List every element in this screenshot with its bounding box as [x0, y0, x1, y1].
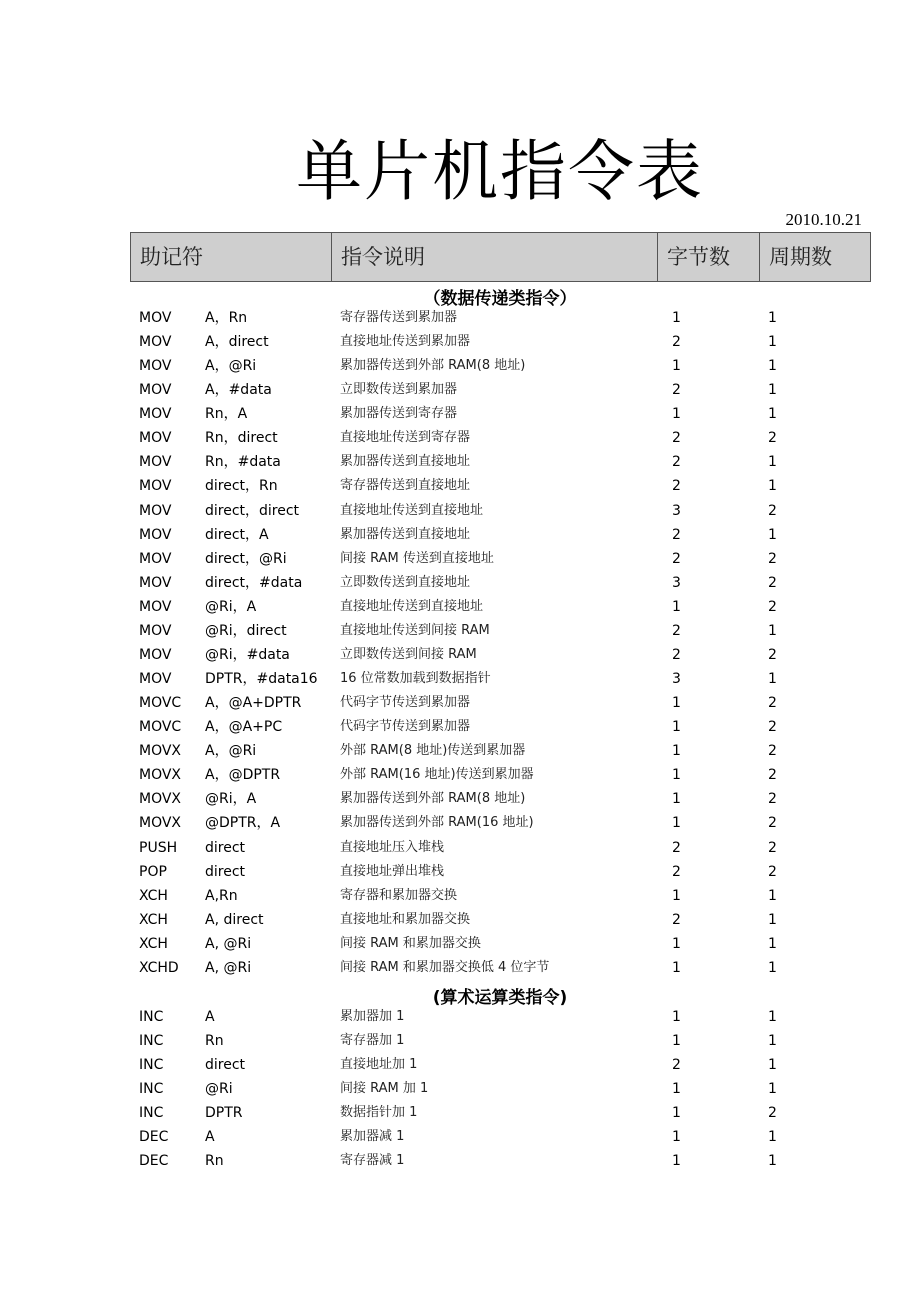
bytes: 1 [672, 1105, 681, 1122]
mnemonic: XCH [139, 935, 168, 952]
table-row [0, 860, 920, 884]
mnemonic: MOVX [139, 791, 182, 808]
operand: A，Rn [205, 310, 248, 326]
cycles: 2 [768, 598, 777, 615]
description: 累加器传送到外部 RAM(8 地址) [340, 358, 526, 374]
operand: direct [205, 839, 246, 856]
bytes: 1 [672, 1153, 681, 1170]
mnemonic: MOVX [139, 743, 182, 760]
bytes: 1 [672, 1033, 681, 1050]
operand: direct，#data [205, 574, 303, 591]
cycles: 1 [768, 935, 777, 952]
table-row [0, 667, 920, 691]
bytes: 2 [672, 478, 681, 495]
header-cycles: 周期数 [769, 245, 832, 269]
cycles: 2 [768, 815, 777, 832]
mnemonic: MOV [139, 334, 172, 351]
bytes: 2 [672, 622, 681, 639]
cycles: 1 [768, 454, 777, 471]
description: 直接地址压入堆栈 [340, 839, 445, 855]
bytes: 2 [672, 550, 681, 567]
operand: A, @Ri [205, 959, 252, 976]
cycles: 2 [768, 430, 777, 447]
mnemonic: MOV [139, 430, 172, 447]
cycles: 2 [768, 743, 777, 760]
operand: A，@Ri [205, 358, 257, 375]
operand: A, @Ri [205, 935, 252, 952]
bytes: 2 [672, 334, 681, 351]
cycles: 1 [768, 358, 777, 375]
mnemonic: DEC [139, 1153, 169, 1170]
table-row [0, 739, 920, 763]
cycles: 2 [768, 1105, 777, 1122]
mnemonic: MOV [139, 622, 172, 639]
cycles: 2 [768, 839, 777, 856]
description: 直接地址弹出堆栈 [340, 863, 445, 879]
cycles: 2 [768, 695, 777, 712]
operand: direct，@Ri [205, 550, 287, 567]
operand: direct，direct [205, 502, 300, 519]
bytes: 2 [672, 526, 681, 543]
description: 寄存器传送到直接地址 [340, 478, 471, 494]
description: 代码字节传送到累加器 [340, 695, 471, 711]
cycles: 1 [768, 1129, 777, 1146]
operand: DPTR [205, 1105, 243, 1122]
description: 数据指针加 1 [340, 1105, 418, 1121]
cycles: 2 [768, 863, 777, 880]
mnemonic: MOV [139, 310, 172, 326]
mnemonic: MOV [139, 358, 172, 375]
description: 立即数传送到累加器 [340, 382, 458, 398]
bytes: 1 [672, 1009, 681, 1025]
description: 立即数传送到直接地址 [340, 574, 471, 590]
bytes: 1 [672, 887, 681, 904]
table-row [0, 1053, 920, 1077]
bytes: 3 [672, 574, 681, 591]
cycles: 1 [768, 1033, 777, 1050]
cycles: 1 [768, 1009, 777, 1025]
description: 直接地址传送到间接 RAM [340, 622, 490, 638]
description: 累加器减 1 [340, 1129, 405, 1145]
mnemonic: INC [139, 1057, 164, 1074]
cycles: 1 [768, 526, 777, 543]
mnemonic: MOVX [139, 815, 182, 832]
bytes: 1 [672, 358, 681, 375]
table-row [0, 499, 920, 523]
cycles: 2 [768, 791, 777, 808]
cycles: 1 [768, 334, 777, 351]
bytes: 2 [672, 382, 681, 399]
description: 直接地址传送到直接地址 [340, 502, 484, 518]
table-row [0, 523, 920, 547]
bytes: 1 [672, 310, 681, 326]
description: 直接地址加 1 [340, 1057, 418, 1073]
description: 直接地址传送到寄存器 [340, 430, 471, 446]
bytes: 2 [672, 454, 681, 471]
bytes: 1 [672, 598, 681, 615]
cycles: 1 [768, 478, 777, 495]
section-title: （数据传递类指令） [423, 289, 577, 309]
bytes: 1 [672, 791, 681, 808]
mnemonic: MOVC [139, 695, 182, 712]
mnemonic: INC [139, 1009, 164, 1025]
bytes: 2 [672, 863, 681, 880]
table-row [0, 354, 920, 378]
operand: @DPTR，A [205, 815, 281, 832]
operand: A，@DPTR [205, 767, 281, 784]
bytes: 2 [672, 646, 681, 663]
table-row [0, 715, 920, 739]
table-header [130, 232, 871, 282]
operand: A [205, 1129, 215, 1146]
operand: @Ri，A [205, 598, 257, 615]
mnemonic: MOV [139, 478, 172, 495]
header-description: 指令说明 [332, 233, 658, 281]
table-row [0, 811, 920, 835]
table-row [0, 763, 920, 787]
bytes: 1 [672, 767, 681, 784]
cycles: 2 [768, 719, 777, 736]
bytes: 1 [672, 719, 681, 736]
mnemonic: MOV [139, 406, 172, 423]
operand: @Ri，direct [205, 622, 287, 639]
mnemonic: XCH [139, 911, 168, 928]
description: 寄存器减 1 [340, 1153, 405, 1169]
bytes: 1 [672, 695, 681, 712]
date: 2010.10.21 [785, 210, 862, 229]
mnemonic: INC [139, 1105, 164, 1122]
table-row [0, 1005, 920, 1029]
bytes: 1 [672, 935, 681, 952]
operand: Rn，A [205, 406, 248, 423]
table-row [0, 619, 920, 643]
bytes: 3 [672, 502, 681, 519]
bytes: 2 [672, 1057, 681, 1074]
description: 外部 RAM(8 地址)传送到累加器 [340, 743, 526, 759]
mnemonic: MOV [139, 382, 172, 399]
cycles: 1 [768, 310, 777, 326]
operand: A，@Ri [205, 743, 257, 760]
bytes: 1 [672, 1081, 681, 1098]
bytes: 2 [672, 839, 681, 856]
cycles: 2 [768, 767, 777, 784]
table-row [0, 306, 920, 330]
description: 寄存器加 1 [340, 1033, 405, 1049]
mnemonic: MOV [139, 502, 172, 519]
mnemonic: MOVX [139, 767, 182, 784]
table-row [0, 378, 920, 402]
table-row [0, 956, 920, 980]
table-row [0, 595, 920, 619]
cycles: 2 [768, 646, 777, 663]
description: 直接地址和累加器交换 [340, 911, 471, 927]
operand: Rn [205, 1033, 224, 1050]
table-row [0, 1101, 920, 1125]
description: 直接地址传送到累加器 [340, 334, 471, 350]
table-row [0, 450, 920, 474]
operand: A [205, 1009, 215, 1025]
cycles: 1 [768, 382, 777, 399]
description: 直接地址传送到直接地址 [340, 598, 484, 614]
cycles: 1 [768, 911, 777, 928]
mnemonic: MOV [139, 526, 172, 543]
operand: Rn，#data [205, 454, 281, 471]
description: 外部 RAM(16 地址)传送到累加器 [340, 767, 534, 783]
mnemonic: MOV [139, 574, 172, 591]
cycles: 1 [768, 1057, 777, 1074]
table-row [0, 1125, 920, 1149]
mnemonic: MOV [139, 598, 172, 615]
table-row [0, 691, 920, 715]
table-row [0, 1029, 920, 1053]
description: 累加器传送到直接地址 [340, 454, 471, 470]
cycles: 1 [768, 887, 777, 904]
header-mnemonic: 助记符 [131, 233, 332, 281]
page-title: 单片机指令表 [296, 133, 704, 210]
description: 间接 RAM 和累加器交换 [340, 935, 481, 951]
mnemonic: XCHD [139, 959, 179, 976]
cycles: 1 [768, 1081, 777, 1098]
operand: DPTR，#data16 [205, 671, 318, 688]
description: 16 位常数加载到数据指针 [340, 671, 491, 687]
mnemonic: XCH [139, 887, 168, 904]
table-row [0, 402, 920, 426]
table-row [0, 426, 920, 450]
description: 寄存器传送到累加器 [340, 310, 458, 325]
section-title: (算术运算类指令) [432, 988, 568, 1008]
description: 累加器加 1 [340, 1009, 405, 1024]
table-row [0, 787, 920, 811]
cycles: 1 [768, 959, 777, 976]
operand: @Ri，#data [205, 646, 290, 663]
description: 立即数传送到间接 RAM [340, 646, 477, 662]
table-row [0, 932, 920, 956]
bytes: 1 [672, 815, 681, 832]
table-row [0, 1149, 920, 1173]
description: 累加器传送到寄存器 [340, 406, 458, 422]
cycles: 1 [768, 406, 777, 423]
operand: direct，Rn [205, 478, 278, 495]
description: 间接 RAM 加 1 [340, 1081, 429, 1097]
operand: direct [205, 1057, 246, 1074]
mnemonic: MOV [139, 550, 172, 567]
mnemonic: INC [139, 1081, 164, 1098]
description: 间接 RAM 传送到直接地址 [340, 550, 494, 566]
table-row [0, 474, 920, 498]
operand: A, direct [205, 911, 264, 928]
table-row [0, 571, 920, 595]
table-row [0, 547, 920, 571]
mnemonic: POP [139, 863, 167, 880]
bytes: 2 [672, 430, 681, 447]
description: 代码字节传送到累加器 [340, 719, 471, 735]
cycles: 2 [768, 574, 777, 591]
table-row [0, 836, 920, 860]
description: 累加器传送到外部 RAM(8 地址) [340, 791, 526, 807]
table-row [0, 908, 920, 932]
cycles: 1 [768, 671, 777, 688]
bytes: 1 [672, 743, 681, 760]
cycles: 1 [768, 1153, 777, 1170]
mnemonic: MOV [139, 454, 172, 471]
cycles: 1 [768, 622, 777, 639]
operand: A，@A+PC [205, 719, 283, 736]
mnemonic: PUSH [139, 839, 178, 856]
operand: Rn [205, 1153, 224, 1170]
cycles: 2 [768, 550, 777, 567]
mnemonic: MOVC [139, 719, 182, 736]
operand: @Ri [205, 1081, 233, 1098]
bytes: 3 [672, 671, 681, 688]
cycles: 2 [768, 502, 777, 519]
mnemonic: MOV [139, 646, 172, 663]
bytes: 1 [672, 406, 681, 423]
operand: A，direct [205, 334, 269, 351]
table-row [0, 884, 920, 908]
bytes: 1 [672, 959, 681, 976]
operand: A，@A+DPTR [205, 695, 302, 712]
description: 累加器传送到直接地址 [340, 526, 471, 542]
operand: direct [205, 863, 246, 880]
bytes: 2 [672, 911, 681, 928]
description: 累加器传送到外部 RAM(16 地址) [340, 815, 534, 831]
mnemonic: DEC [139, 1129, 169, 1146]
operand: direct，A [205, 526, 269, 543]
operand: A,Rn [205, 887, 238, 904]
mnemonic: MOV [139, 671, 172, 688]
operand: Rn，direct [205, 430, 278, 447]
description: 间接 RAM 和累加器交换低 4 位字节 [340, 959, 550, 975]
bytes: 1 [672, 1129, 681, 1146]
table-row [0, 330, 920, 354]
operand: @Ri，A [205, 791, 257, 808]
table-row [0, 1077, 920, 1101]
table-row [0, 643, 920, 667]
header-bytes: 字节数 [658, 233, 760, 281]
operand: A，#data [205, 382, 272, 399]
description: 寄存器和累加器交换 [340, 887, 458, 903]
mnemonic: INC [139, 1033, 164, 1050]
